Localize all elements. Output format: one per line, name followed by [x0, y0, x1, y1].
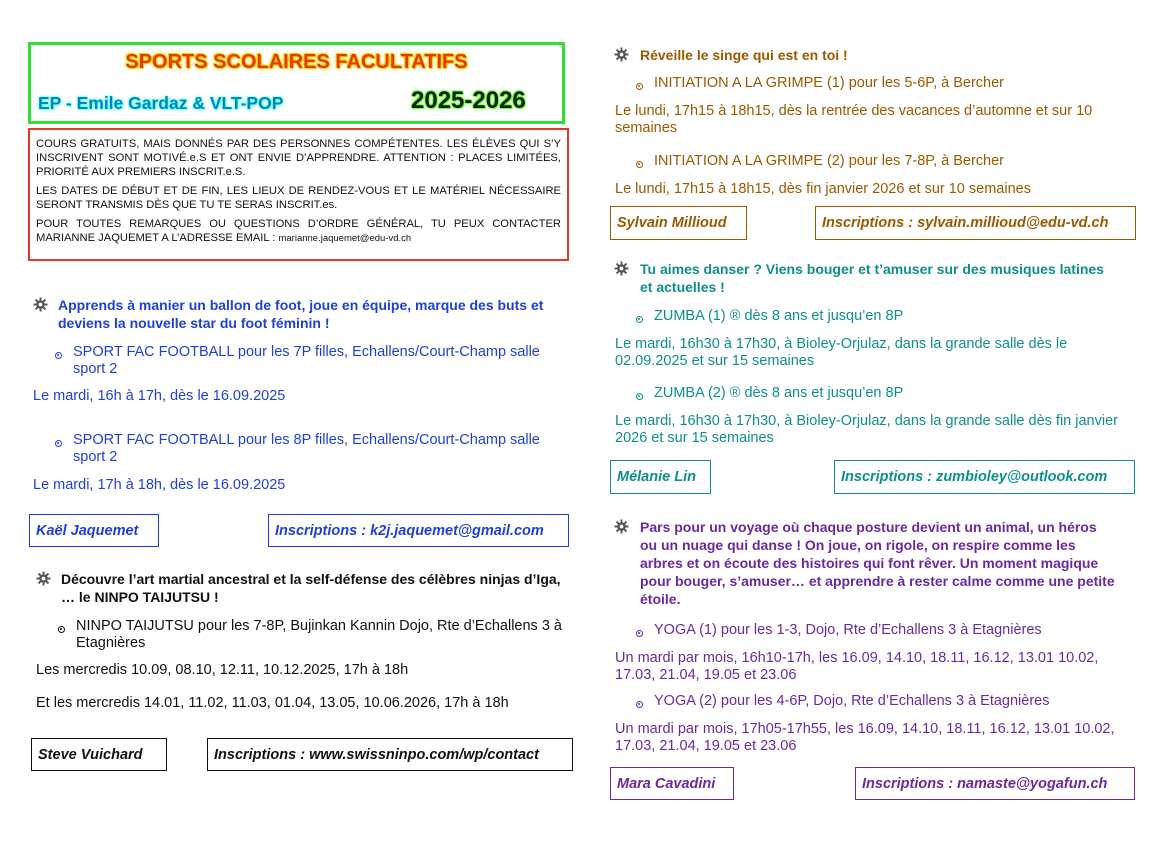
ninpo-coach-name: Steve Vuichard [38, 746, 143, 763]
zumba-item-2: ZUMBA (2) ® dès 8 ans et jusqu’en 8P [654, 385, 904, 401]
radio-bullet-icon [58, 626, 65, 633]
zumba-signup-box[interactable] [834, 460, 1135, 494]
climbing-schedule-1: Le lundi, 17h15 à 18h15, dès la rentrée des vacances d’automne et sur 10 semaines [615, 103, 1093, 136]
ninpo-item: NINPO TAIJUTSU pour les 7-8P, Bujinkan Kannin Dojo, Rte d’Echallens 3 à Etagnières [76, 618, 562, 651]
info-paragraph-contact [36, 217, 561, 246]
climbing-item-1: INITIATION A LA GRIMPE (1) pour les 5-6P, à Bercher [654, 75, 1005, 91]
radio-bullet-icon [636, 630, 643, 637]
radio-bullet-icon [636, 393, 643, 400]
football-signup-box[interactable] [268, 514, 569, 547]
zumba-item-1: ZUMBA (1) ® dès 8 ans et jusqu’en 8P [654, 308, 904, 324]
header-box [28, 42, 565, 124]
football-signup-text[interactable]: Inscriptions : k2j.jaquemet@gmail.com [275, 522, 544, 539]
info-contact-email: marianne.jaquemet@edu-vd.ch [278, 233, 412, 244]
ninpo-headline: Découvre l’art martial ancestral et la self-défense des célèbres ninjas d’Iga, … le NINPO TAIJUTSU ! [61, 571, 561, 605]
radio-bullet-icon [636, 83, 643, 90]
info-contact-text: POUR TOUTES REMARQUES OU QUESTIONS D’ORDRE GÉNÉRAL, TU PEUX CONTACTER MARIANNE JAQUEMET A L’ADRESSE EMAIL : [36, 218, 561, 244]
football-item-7p: SPORT FAC FOOTBALL pour les 7P filles, Echallens/Court-Champ salle sport 2 [73, 344, 540, 377]
yoga-schedule-2: Un mardi par mois, 17h05-17h55, les 16.09, 14.10, 18.11, 16.12, 13.01 10.02, 17.03, 21.04, 19.05 et 23.06 [615, 721, 1115, 754]
gear-icon [614, 47, 629, 62]
school-name: EP - Emile Gardaz & VLT-POP [38, 93, 284, 113]
yoga-schedule-1: Un mardi par mois, 16h10-17h, les 16.09, 14.10, 18.11, 16.12, 13.01 10.02, 17.03, 21.04, 19.05 et 23.06 [615, 650, 1099, 683]
yoga-signup-text[interactable]: Inscriptions : namaste@yogafun.ch [862, 775, 1108, 792]
radio-bullet-icon [636, 161, 643, 168]
ninpo-schedule-2025: Les mercredis 10.09, 08.10, 12.11, 10.12.2025, 17h à 18h [36, 662, 409, 678]
yoga-item-1: YOGA (1) pour les 1-3, Dojo, Rte d’Echallens 3 à Etagnières [654, 622, 1042, 638]
zumba-signup-text[interactable]: Inscriptions : zumbioley@outlook.com [841, 469, 1108, 485]
gear-icon [614, 261, 629, 276]
radio-bullet-icon [636, 701, 643, 708]
football-coach-name: Kaël Jaquemet [36, 522, 139, 539]
climbing-item-2: INITIATION A LA GRIMPE (2) pour les 7-8P, à Bercher [654, 153, 1005, 169]
yoga-coach-box [610, 767, 734, 800]
zumba-coach-box [610, 460, 711, 494]
ninpo-coach-box [31, 738, 167, 771]
yoga-signup-box[interactable] [855, 767, 1135, 800]
zumba-schedule-2: Le mardi, 16h30 à 17h30, à Bioley-Orjulaz, dans la grande salle dès fin janvier 2026 et sur 15 semaines [615, 413, 1118, 446]
info-paragraph-dates: LES DATES DE DÉBUT ET DE FIN, LES LIEUX DE RENDEZ-VOUS ET LE MATÉRIEL NÉCESSAIRE SERONT TRANSMIS DÈS QUE TU TE SERAS INSCRIT.es. [36, 185, 561, 211]
climbing-coach-name: Sylvain Millioud [617, 215, 727, 231]
page-title: SPORTS SCOLAIRES FACULTATIFS [125, 51, 468, 73]
ninpo-signup-box[interactable] [207, 738, 573, 771]
school-year: 2025-2026 [411, 87, 526, 114]
football-schedule-7p: Le mardi, 16h à 17h, dès le 16.09.2025 [33, 388, 286, 404]
zumba-headline: Tu aimes danser ? Viens bouger et t’amuser sur des musiques latines et actuelles ! [640, 261, 1104, 295]
football-headline: Apprends à manier un ballon de foot, joue en équipe, marque des buts et deviens la nouvelle star du foot féminin ! [58, 297, 544, 331]
gear-icon [36, 571, 51, 586]
yoga-coach-name: Mara Cavadini [617, 775, 716, 792]
ninpo-schedule-2026: Et les mercredis 14.01, 11.02, 11.03, 01.04, 13.05, 10.06.2026, 17h à 18h [36, 695, 509, 711]
radio-bullet-icon [55, 440, 62, 447]
climbing-headline: Réveille le singe qui est en toi ! [640, 47, 848, 63]
climbing-coach-box [610, 206, 747, 240]
radio-bullet-icon [55, 352, 62, 359]
yoga-item-2: YOGA (2) pour les 4-6P, Dojo, Rte d’Echallens 3 à Etagnières [654, 693, 1050, 709]
climbing-signup-text[interactable]: Inscriptions : sylvain.millioud@edu-vd.ch [822, 215, 1109, 231]
climbing-schedule-2: Le lundi, 17h15 à 18h15, dès fin janvier 2026 et sur 10 semaines [615, 181, 1031, 197]
climbing-signup-box[interactable] [815, 206, 1136, 240]
radio-bullet-icon [636, 316, 643, 323]
yoga-headline: Pars pour un voyage où chaque posture devient un animal, un héros ou un nuage qui danse ! On joue, on rigole, on respire comme les arbres et on écoute des histoires qui font rêver. Un moment magique pour bouger, s’amuser… et apprendre à rester calme comme une petite étoile. [640, 519, 1115, 607]
gear-icon [33, 297, 48, 312]
gear-icon [614, 519, 629, 534]
football-schedule-8p: Le mardi, 17h à 18h, dès le 16.09.2025 [33, 477, 286, 493]
info-paragraph-free: COURS GRATUITS, MAIS DONNÉS PAR DES PERSONNES COMPÉTENTES. LES ÉLÈVES QUI S’Y INSCRIVENT SONT MOTIVÉ.e.S ET ONT ENVIE D’APPRENDRE. ATTENTION : PLACES LIMITÉES, PRIORITÉ AUX PREMIERS INSCRIT.e.S. [36, 138, 561, 178]
info-box [28, 128, 569, 261]
zumba-schedule-1: Le mardi, 16h30 à 17h30, à Bioley-Orjulaz, dans la grande salle dès le 02.09.2025 et sur 15 semaines [615, 336, 1068, 369]
ninpo-signup-text[interactable]: Inscriptions : www.swissninpo.com/wp/contact [214, 746, 539, 763]
football-coach-box [29, 514, 159, 547]
football-item-8p: SPORT FAC FOOTBALL pour les 8P filles, Echallens/Court-Champ salle sport 2 [73, 432, 540, 465]
zumba-coach-name: Mélanie Lin [617, 469, 696, 485]
